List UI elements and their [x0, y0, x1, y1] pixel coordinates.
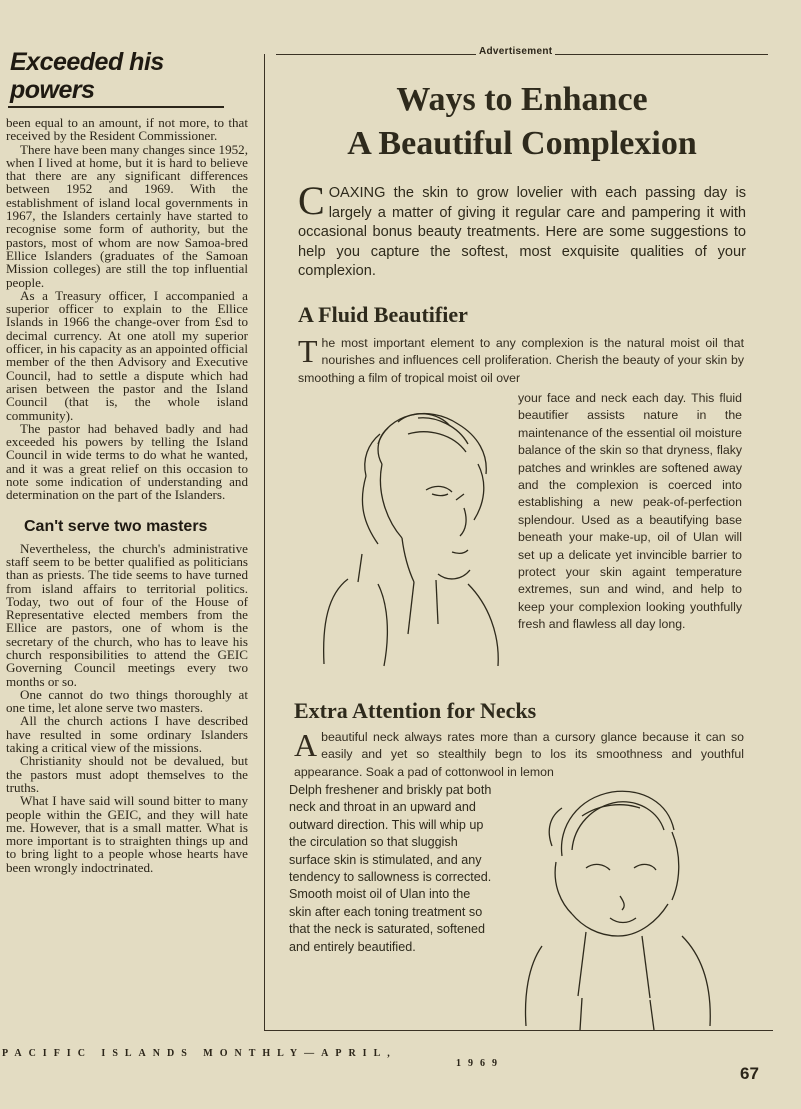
left-article — [0, 38, 252, 874]
section2-title: Extra Attention for Necks — [294, 698, 537, 723]
section1-title: A Fluid Beautifier — [298, 302, 468, 327]
footer-publication: PACIFIC ISLANDS MONTHLY—APRIL, — [2, 1048, 397, 1059]
page-number: 67 — [740, 1064, 759, 1083]
paragraph: What I have said will sound bitter to many people within the GEIC, and they will hate me. However, that is a small matter. What is more important is to straighten things up and to bring light to a people whose hearts have been wrongly indoctrinated. — [6, 793, 248, 875]
paragraph: The pastor had behaved badly and had exceeded his powers by telling the Island Council in wide terms to do what he wanted, and it was a great relief on this occasion to note some indication of understanding and determination on the part of the Islanders. — [6, 420, 248, 503]
section1-dropcap: T — [298, 333, 318, 369]
footer-year: 1969 — [456, 1058, 504, 1069]
paragraph: been equal to an amount, if not more, to that received by the Resident Commissioner. — [6, 115, 248, 144]
section2-side-text: Delph freshener and briskly pat both neck and throat in an upward and outward direction. This will whip up the circulation so that sluggish surface skin is stimulated, and any tendency to sallowness is corrected. Smooth moist oil of Ulan into the skin after each toning treatment so that the neck is saturated, softened and entirely beautified. — [289, 783, 492, 954]
section2-dropcap: A — [294, 727, 318, 763]
ad-headline-line1: Ways to Enhance — [396, 81, 648, 118]
woman-face-illustration-1 — [318, 404, 510, 674]
paragraph: There have been many changes since 1952, when I lived at home, but it is hard to believe that there are any significant differences between 1952 and 1969. With the establishment of island local governments in 1967, the Islanders certainly have started to recognise some form of authority, but the pastors, most of whom are now Samoa-bred Ellice Islanders (graduates of the Samoan Mission colleges) are still the top influential people. — [6, 141, 248, 290]
paragraph: One cannot do two things thoroughly at one time, let alone serve two masters. — [6, 686, 248, 716]
ad-intro — [298, 178, 746, 282]
section2-lead — [294, 729, 744, 781]
title-rule — [8, 106, 224, 108]
article-body-bottom — [0, 542, 252, 874]
ad-headline-line2: A Beautiful Complexion — [347, 125, 697, 162]
paragraph: As a Treasury officer, I accompanied a superior officer to explain to the Ellice Islands in 1966 the change-over from £sd to decimal currency. At one atoll my superior officer, in his capacity as an appointed official member of the then Advisory and Executive Council, had to settle a dispute which had arisen between the pastor and the Island Council (that is, the whole island community). — [6, 287, 248, 423]
intro-dropcap: C — [298, 178, 325, 223]
article-title: Exceeded his powers — [10, 48, 164, 104]
paragraph: Nevertheless, the church's administrative staff seem to be better qualified as politicians than as priests. The tide seems to have turned from island affairs to territorial politics. Today, two out of four of the House of Representative elected members from the Ellice are pastors, one of whom is the secretary of the church, who has to leave his church responsibilities to attend the GEIC Governing Council meetings every two months or so. — [6, 540, 248, 689]
section1-lead-text: he most important element to any complexion is the natural moist oil that nourishes and influences cell proliferation. Cherish the beauty of your skin by smoothing a film of tropical moist oil over — [298, 336, 744, 385]
section1-side-text: your face and neck each day. This fluid beautifier assists nature in the maintenance of the essential oil moisture balance of the skin so that dryness, flaky patches and wrinkles are softened away and the complexion is coerced into establishing a new peak-of-perfection splendour. Used as a beautifying base beneath your make-up, oil of Ulan will set up a delicate yet invincible barrier to protect your skin againt temperature extremes, sun and wind, and help to keep your complexion looking youthfully fresh and flawless all day long. — [518, 391, 742, 632]
woman-face-illustration-2 — [522, 786, 718, 1032]
intro-text: OAXING the skin to grow lovelier with each passing day is largely a matter of giving it regular care and pampering it with occasional bonus beauty treatments. Here are some suggestions to help you capture the softest, most exquisite qualities of your complexion. — [298, 185, 746, 279]
article-body-top — [0, 116, 252, 502]
section2-lead-text: beautiful neck always rates more than a cursory glance because it can so easily and yet so stealthily begn to los its smoothness and youthful appearance. Soak a pad of cottonwool in lemon — [294, 730, 744, 779]
article-subhead: Can't serve two masters — [24, 517, 208, 535]
advertisement-label: Advertisement — [476, 46, 555, 57]
ad-headline — [280, 78, 764, 166]
section1-lead — [298, 335, 744, 387]
paragraph: All the church actions I have described have resulted in some ordinary Islanders taking a critical view of the missions. — [6, 713, 248, 756]
paragraph: Christianity should not be devalued, but the pastors must adopt themselves to the truths. — [6, 753, 248, 795]
